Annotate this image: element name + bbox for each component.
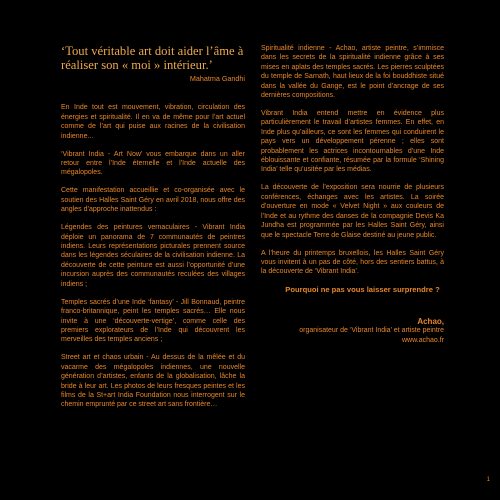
signature-website: www.achao.fr <box>401 336 444 344</box>
paragraph: A l’heure du printemps bruxellois, les Halles Saint Géry vous invitent à un pas de côté, hors des sentiers battus, à la découverte de ‘Vibrant India’. <box>261 249 444 276</box>
signature-name: Achao, <box>417 316 444 326</box>
paragraph: Temples sacrés d’une Inde ‘fantasy’ - Jill Bonnaud, peintre franco-britannique, peint les temples sacrés… Elle nous invite à une ‘découverte-vertige’, comme celle des premiers explorateurs de l’Inde qui découvrent les merveilles des temples anciens ; <box>61 298 245 344</box>
paragraph: Cette manifestation accueillie et co-organisée avec le soutien des Halles Saint Géry en avril 2018, nous offre des angles d’approche inattendus : <box>61 187 245 214</box>
page-number: 1 <box>486 477 490 483</box>
signature-block <box>261 317 444 345</box>
left-column <box>61 44 245 418</box>
paragraph: Vibrant India entend mettre en évidence plus particulièrement le travail d’artistes femmes. En effet, en Inde plus qu’ailleurs, ce sont les femmes qui conduirent le pays vers un développement pérenne ; elles sont probablement les actrices incontournables d’une Inde éblouissante et confiante, résumée par la formule ‘Shining India’ telle qu’usitée par les médias. <box>261 110 444 174</box>
paragraph: Street art et chaos urbain - Au dessus de la mêlée et du vacarme des mégalopoles indiennes, une nouvelle génération d’artistes, enfants de la globalisation, lâche la bride à leur art. Les photos de leurs fresques peintes et les films de la St+art India Foundation nous interrogent sur le chemin emprunté par ce street art sans frontière… <box>61 354 245 409</box>
call-to-action: Pourquoi ne pas vous laisser surprendre ? <box>285 285 440 295</box>
right-column <box>261 44 444 345</box>
epigraph-quote: ‘Tout véritable art doit aider l’âme à réaliser son « moi » intérieur.’ <box>61 44 244 72</box>
paragraph: Légendes des peintures vernaculaires - Vibrant India déploie un panorama de 7 communautés de peintres indiens. Leurs représentations picturales prennent source dans les légendes séculaires de la civilisation indienne. La découverte de cette peinture est aussi l’opportunité d’une incursion auprès des communautés reculées des villages indiens ; <box>61 224 245 288</box>
paragraph: La découverte de l’exposition sera nourrie de plusieurs conférences, échanges avec les artistes. La soirée d’ouverture en mode « Velvet Night » aux couleurs de l’Inde et au rythme des danses de la compagnie Devis Ka Jundha est programmée par les Halles Saint Géry, ainsi que le spectacle Terre de Glaise destiné au jeune public. <box>261 184 444 239</box>
signature-role: organisateur de ‘Vibrant India’ et artiste peintre <box>299 327 444 335</box>
paragraph: ‘Vibrant India - Art Now’ vous embarque dans un aller retour entre l’Inde éternelle et l’Inde actuelle des mégalopoles. <box>61 150 245 177</box>
paragraph: En Inde tout est mouvement, vibration, circulation des énergies et spiritualité. Il en va de même pour l’art actuel comme de l’art qui puise aux racines de la civilisation indienne... <box>61 104 245 140</box>
quote-author: Mahatma Gandhi <box>189 74 245 83</box>
paragraph: Spiritualité indienne - Achao, artiste peintre, s’immisce dans les secrets de la spiritualité indienne grâce à ses mises en aplats des temples sacrés. Les pierres sculptées du temple de Sarnath, haut lieux de la foi bouddhiste situé dans la vallée du Gange, est le point d’ancrage de ses dernières compositions. <box>261 45 444 100</box>
